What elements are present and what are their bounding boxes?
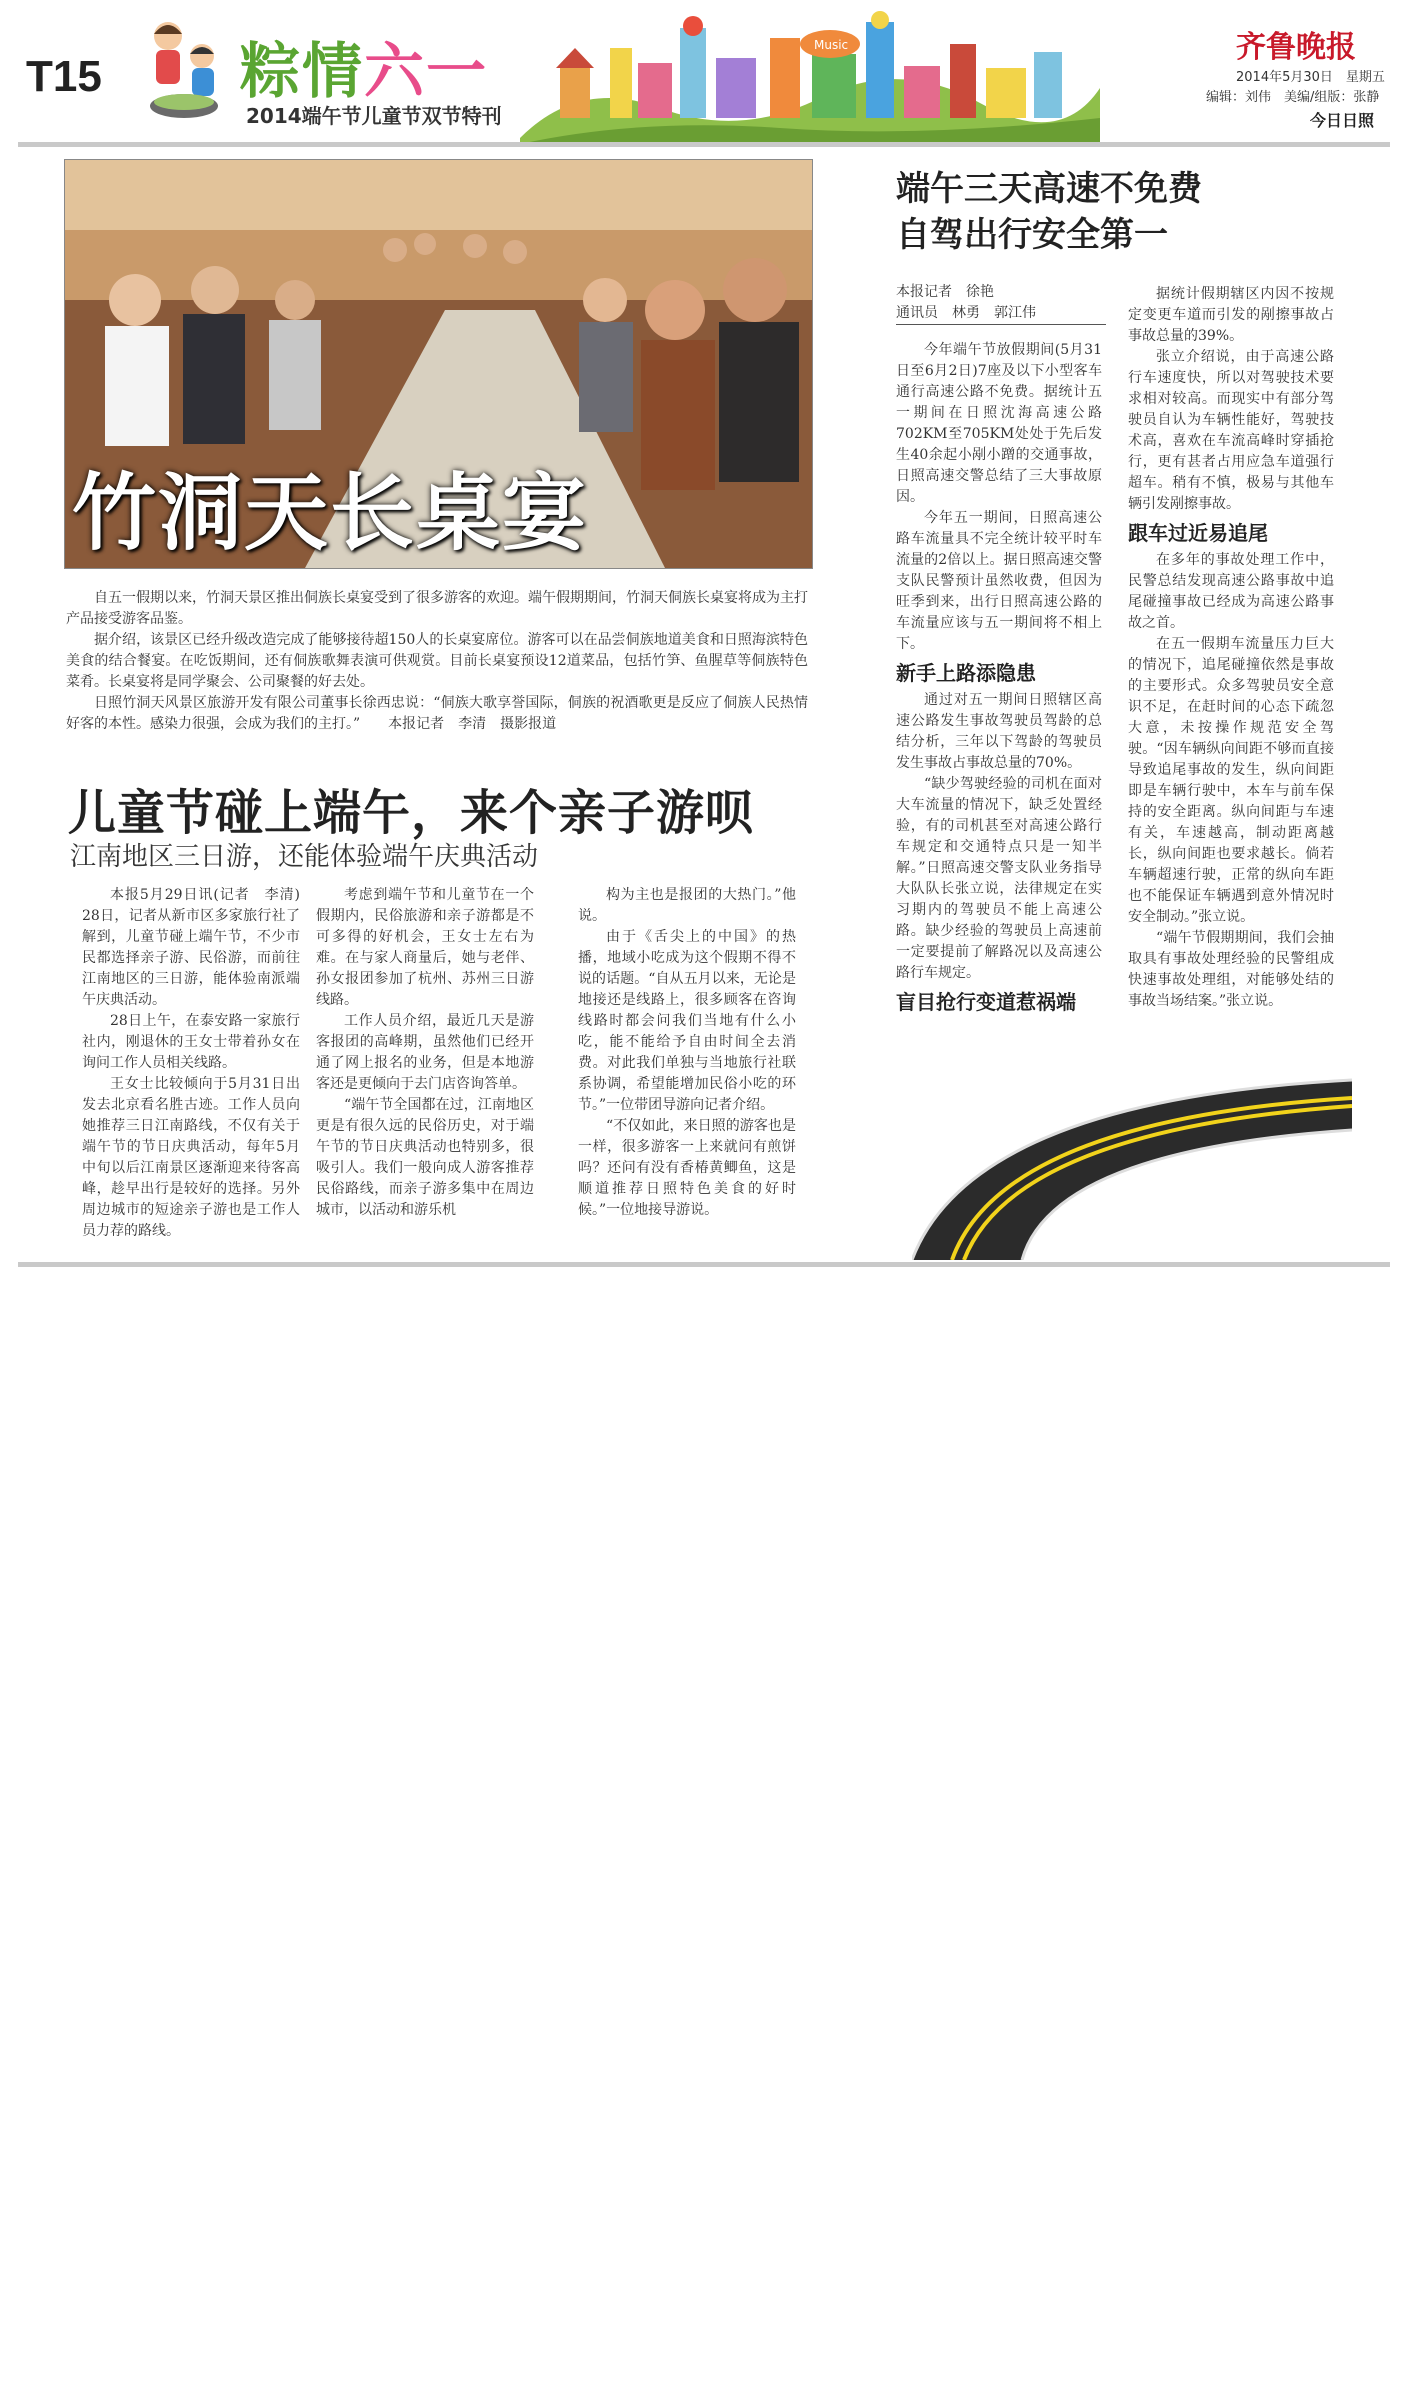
byline-correspondents: 通讯员 林勇 郭江伟 [896,305,1036,321]
article-paragraph: “端午节全国都在过，江南地区更是有很久远的民俗历史，对于端午节的节日庆典活动也特别多，很吸引人。我们一般向成人游客推荐民俗路线，而亲子游多集中在周边城市，以活动和游乐机 [316,1097,534,1218]
article-paragraph: 本报5月29日讯(记者 李清) 28日，记者从新市区多家旅行社了解到，儿童节碰上端午节，不少市民都选择亲子游、民俗游，而前往江南地区的三日游，能体验南派端午庆典活动。 [82,887,314,1008]
article-paragraph: “端午节假期期间，我们会抽取具有事故处理经验的民警组成快速事故处理组，对能够处结的事故当场结案。”张立说。 [1128,930,1334,1009]
kids-cooking-illustration [140,14,230,124]
page-number: T15 [26,52,102,101]
paper-logo: 齐鲁晚报 [1236,30,1356,65]
masthead-title-main: 粽情 [240,37,364,107]
article-paragraph: 通过对五一期间日照辖区高速公路发生事故驾驶员驾龄的总结分析，三年以下驾龄的驾驶员发生事故占事故总量的70%。 [896,692,1102,771]
article-paragraph: 今年端午节放假期间(5月31日至6月2日)7座及以下小型客车通行高速公路不免费。据统计五一期间在日照沈海高速公路702KM至705KM处处于先后发生40余起小剐小蹭的交通事故，日照高速交警总结了三大事故原因。 [896,342,1102,505]
weekday: 星期五 [1345,70,1385,85]
children-story-column-3 [578,885,796,1221]
issue-date [1236,66,1385,85]
article-paragraph: 28日上午，在泰安路一家旅行社内，刚退休的王女士带着孙女在询问工作人员相关线路。 [82,1013,300,1071]
masthead-subtitle: 2014端午节儿童节双节特刊 [246,104,502,128]
children-story-column-1 [82,885,314,1242]
date: 2014年5月30日 [1236,70,1333,85]
road-illustration [912,1060,1352,1260]
article-paragraph: 据统计假期辖区内因不按规定变更车道而引发的剐擦事故占事故总量的39%。 [1128,286,1334,344]
article-paragraph: 张立介绍说，由于高速公路行车速度快，所以对驾驶技术要求相对较高。而现实中有部分驾驶员自认为车辆性能好，驾驶技术高，喜欢在车流高峰时穿插抢行，更有甚者占用应急车道强行超车。稍有不慎，极易与其他车辆引发剐擦事故。 [1128,349,1334,512]
children-story-headline: 儿童节碰上端午，来个亲子游呗 [68,785,755,841]
masthead-title-accent: 六一 [364,37,488,107]
headline-line: 端午三天高速不免费 [896,169,1202,209]
intro-paragraph: 自五一假期以来，竹洞天景区推出侗族长桌宴受到了很多游客的欢迎。端午假期期间，竹洞天侗族长桌宴将成为主打产品接受游客品鉴。 [66,590,808,627]
intro-article [66,588,808,735]
article-paragraph: 由于《舌尖上的中国》的热播，地域小吃成为这个假期不得不说的话题。“自从五月以来，无论是地接还是线路上，很多顾客在咨询线路时都会问我们当地有什么小吃，能不能给予自由时间全去消费。对此我们单独与当地旅行社联系协调，希望能增加民俗小吃的环节。”一位带团导游向记者介绍。 [578,929,796,1113]
highway-story-headline [896,166,1202,258]
town-illustration [520,8,1100,144]
section-subhead: 跟车过近易追尾 [1128,521,1268,545]
children-story-column-2 [316,885,534,1221]
bottom-divider [18,1262,1390,1267]
intro-paragraph: 日照竹洞天风景区旅游开发有限公司董事长徐西忠说：“侗族大歌享誉国际，侗族的祝酒歌更是反应了侗族人民热情好客的本性。感染力很强，会成为我们的主打。” 本报记者 李清 摄影报道 [66,695,808,732]
article-paragraph: 工作人员介绍，最近几天是游客报团的高峰期，虽然他们已经开通了网上报名的业务，但是本地游客还是更倾向于去门店咨询答单。 [316,1013,534,1092]
article-paragraph: 今年五一期间，日照高速公路车流量具不完全统计较平时车流量的2倍以上。据日照高速交警支队民警预计虽然收费，但因为旺季到来，出行日照高速公路的车流量应该与五一期间将不相上下。 [896,510,1102,652]
section-subhead: 新手上路添隐患 [896,661,1036,685]
section-subhead: 盲目抢行变道惹祸端 [896,990,1076,1014]
highway-story-column-2 [1128,284,1334,1012]
highway-story-column-1 [896,340,1102,1013]
headline-line: 自驾出行安全第一 [896,215,1168,255]
editor-credits: 编辑：刘伟 美编/组版：张静 [1206,90,1380,105]
article-paragraph: 在多年的事故处理工作中，民警总结发现高速公路事故中追尾碰撞事故已经成为高速公路事故之首。 [1128,552,1334,631]
photo-caption: 竹洞天长桌宴 [72,464,589,562]
article-paragraph: 王女士比较倾向于5月31日出发去北京看名胜古迹。工作人员向她推荐三日江南路线，不仅有关于端午节的节日庆典活动，每年5月中旬以后江南景区逐渐迎来待客高峰，趁早出行是较好的选择。另外周边城市的短途亲子游也是工作人员力荐的路线。 [82,1076,300,1239]
byline-reporter: 本报记者 徐艳 [896,284,994,300]
article-paragraph: 在五一假期车流量压力巨大的情况下，追尾碰撞依然是事故的主要形式。众多驾驶员安全意识不足，在赶时间的心态下疏忽大意，未按操作规范安全驾驶。“因车辆纵向间距不够而直接导致追尾事故的发生，纵向间距即是车辆行驶中，本车与前车保持的安全距离。纵向间距与车速有关，车速越高，制动距离越长，纵向间距也要求越长。倘若车辆超速行驶，正常的纵向车距也不能保证车辆遇到意外情况时安全制动。”张立说。 [1128,636,1334,925]
article-paragraph: “缺少驾驶经验的司机在面对大车流量的情况下，缺乏处置经验，有的司机甚至对高速公路行车规定和交通特点只是一知半解。”日照高速交警支队业务指导大队队长张立说，法律规定在实习期内的驾驶员不能上高速公路。缺少经验的驾驶员上高速前一定要提前了解路况以及高速公路行车规定。 [896,776,1102,981]
music-sign: Music [814,38,849,52]
top-divider [18,142,1390,147]
article-paragraph: “不仅如此，来日照的游客也是一样，很多游客一上来就问有煎饼吗？还问有没有香椿黄鲫鱼，这是顺道推荐日照特色美食的好时候。”一位地接导游说。 [578,1118,796,1218]
section-name: 今日日照 [1310,111,1375,130]
intro-paragraph: 据介绍，该景区已经升级改造完成了能够接待超150人的长桌宴席位。游客可以在品尝侗族地道美食和日照海滨特色美食的结合餐宴。在吃饭期间，还有侗族歌舞表演可供观赏。目前长桌宴预设12道菜品，包括竹笋、鱼腥草等侗族特色菜肴。长桌宴将是同学聚会、公司聚餐的好去处。 [66,632,808,690]
highway-story-byline [896,282,1106,325]
masthead-title [240,24,488,110]
article-paragraph: 构为主也是报团的大热门。”他说。 [578,887,796,924]
article-paragraph: 考虑到端午节和儿童节在一个假期内，民俗旅游和亲子游都是不可多得的好机会，王女士左右为难。在与家人商量后，她与老伴、孙女报团参加了杭州、苏州三日游线路。 [316,887,534,1008]
children-story-subheadline: 江南地区三日游，还能体验端午庆典活动 [70,842,539,872]
